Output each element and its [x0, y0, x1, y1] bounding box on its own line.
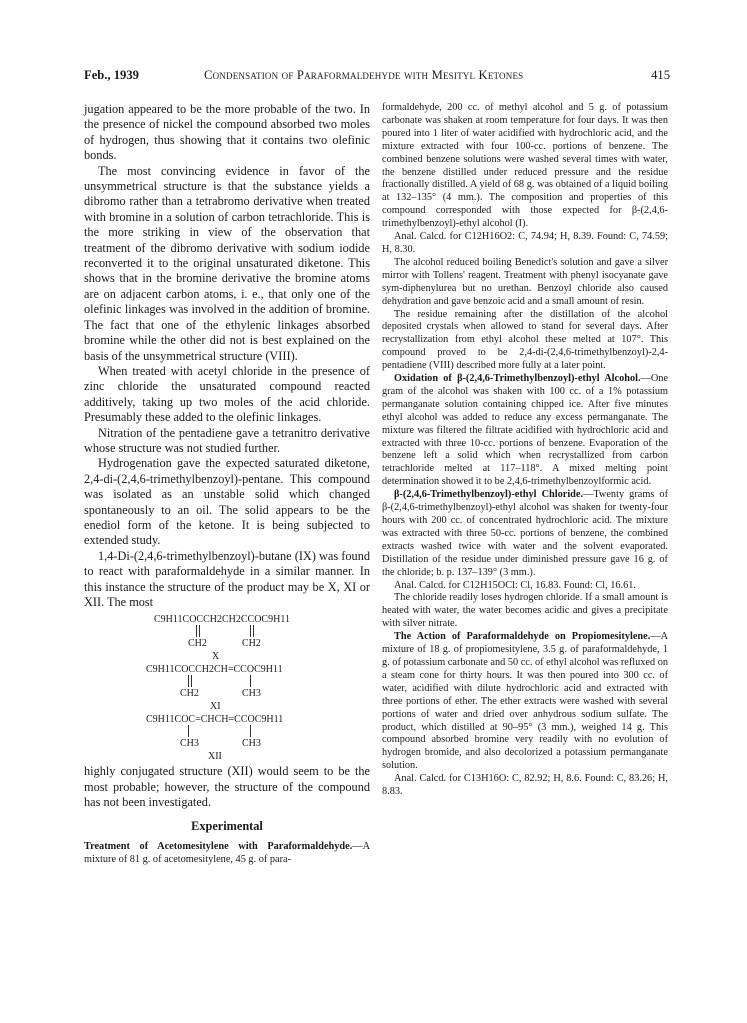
- paragraph: formaldehyde, 200 cc. of methyl alcohol and 5 g. of potassium carbonate was shaken at room temperature for four days. It was then poured into 1 liter of water acidified with hydrochloric acid, and the mixture extracted with four 100-cc. portions of benzene. The combined benzene solutions were washed several times with water, the benzene distilled under reduced pressure and the residue fractionally distilled. A yield of 68 g. was obtained of a liquid boiling at 132–135° (4 mm.). The composition and properties of this compound corresponded with those expected for β-(2,4,6-trimethylbenzoyl)-ethyl alcohol (I).: [382, 102, 668, 230]
- formula-substituent: CH3: [180, 738, 199, 750]
- paragraph: [84, 840, 370, 866]
- header-title: Condensation of Paraformaldehyde with Mesityl Ketones: [204, 68, 524, 82]
- formula-xii: [84, 714, 370, 764]
- paragraph: [382, 631, 668, 773]
- formula-substituent: CH3: [242, 688, 261, 700]
- run-in-heading: The Action of Paraformaldehyde on Propiomesitylene.: [394, 631, 651, 643]
- header-date: Feb., 1939: [84, 68, 139, 82]
- formula-line: C9H11COCCH2CH=CCOC9H11: [146, 664, 283, 676]
- paragraph: The most convincing evidence in favor of the unsymmetrical structure is that the substance yields a dibromo rather than a tetrabromo derivative when treated with bromine in a solution of carbon tetrachloride. This is the more striking in view of the observation that treatment of the dibromo derivative with sodium iodide reconverted it to the original unsaturated diketone. This shows that in the bromine derivative the bromine atoms are on adjacent carbon atoms, i. e., that only one of the olefinic linkages was involved in the addition of bromine. The fact that one of the ethylenic linkages absorbed bromine while the other did not is best explained on the basis of the unsymmetrical structure (VIII).: [84, 163, 370, 363]
- paragraph: The residue remaining after the distillation of the alcohol deposited crystals when allowed to stand for several days. After recrystallization from ethyl alcohol these melted at 107°. This compound proved to be 2,4-di-(2,4,6-trimethylbenzoyl)-2,4-pentadiene (VIII) described more fully at a later point.: [382, 308, 668, 372]
- paragraph-text: —Twenty grams of β-(2,4,6-trimethylbenzoyl)-ethyl alcohol was shaken for twenty-four hours with 200 cc. of concentrated hydrochloric acid. The mixture was extracted with three 50-cc. portions of benzene, the combined extracts washed twice with water and the solvent evaporated. Distillation of the residue under diminished pressure gave 16 g. of the chloride; b. p. 137–139° (3 mm.).: [382, 489, 669, 578]
- analysis: Anal. Calcd. for C12H15OCl: Cl, 16.83. Found: Cl, 16.61.: [394, 579, 636, 591]
- double-bond: [250, 625, 254, 637]
- formula-substituent: CH2: [242, 638, 261, 650]
- single-bond: [250, 675, 251, 687]
- paragraph-text: —A mixture of 18 g. of propiomesitylene, 3.5 g. of paraformaldehyde, 1 g. of potassium carbonate and 50 cc. of ethyl alcohol was refluxed on a steam cone for thirty hours. It was then poured into 300 cc. of water, acidified with dilute hydrochloric acid and extracted with three portions of ether. The ether extracts were washed with several portions of water and dried over anhydrous sodium sulfate. The product, which distilled at 90–95° (3 mm.), weighed 14 g. This compound absorbed bromine very readily with no evolution of hydrogen bromide, and also decolorized a potassium permanganate solution.: [382, 631, 668, 772]
- formula-line: C9H11COCCH2CH2CCOC9H11: [154, 614, 290, 626]
- formula-xi: [84, 664, 370, 714]
- paragraph: Hydrogenation gave the expected saturated diketone, 2,4-di-(2,4,6-trimethylbenzoyl)-pentane. This compound was isolated as an unstable solid which changed spontaneously to an oil. The solid appears to be the enediol form of the ketone. It is being subjected to extended study.: [84, 456, 370, 548]
- paragraph: [382, 373, 668, 489]
- single-bond: [250, 725, 251, 737]
- paragraph-text: —One gram of the alcohol was shaken with 100 cc. of a 1% potassium permanganate solution containing chipped ice. After five minutes ethyl alcohol was added to reduce any excess permanganate. The mixture was filtered the filtrate acidified with hydrochloric acid and extracted with three 10-cc. portions of benzene. Evaporation of the benzene left a solid which when recrystallized from carbon tetrachloride melted at 117–118°. A mixed melting point determination showed it to be 2,4,6-trimethylbenzoylformic acid.: [382, 373, 668, 488]
- paragraph: [382, 489, 668, 579]
- paragraph: The alcohol reduced boiling Benedict's solution and gave a silver mirror with Tollens' reagent. Treatment with phenyl isocyanate gave sym-diphenylurea but no urethan. Benzoyl chloride also caused dehydration and gave benzoic acid and a small amount of resin.: [382, 256, 668, 307]
- running-header: [84, 68, 670, 88]
- formula-line: C9H11COC=CHCH=CCOC9H11: [146, 714, 284, 726]
- formula-substituent: CH2: [180, 688, 199, 700]
- analysis: Anal. Calcd. for C12H16O2: C, 74.94; H, 8.39. Found: C, 74.59; H, 8.30.: [382, 231, 668, 255]
- paragraph: When treated with acetyl chloride in the presence of zinc chloride the unsaturated compound reacted additively, taking up two moles of the acid chloride. Presumably these added to the olefinic linkages.: [84, 363, 370, 425]
- right-column: [382, 102, 668, 799]
- formula-label: XI: [210, 701, 221, 713]
- single-bond: [188, 725, 189, 737]
- left-column: [84, 102, 370, 866]
- paragraph: 1,4-Di-(2,4,6-trimethylbenzoyl)-butane (IX) was found to react with paraformaldehyde in a similar manner. In this instance the structure of the product may be X, XI or XII. The most: [84, 548, 370, 609]
- paragraph: highly conjugated structure (XII) would seem to be the most probable; however, the structure of the compound has not been investigated.: [84, 764, 370, 810]
- run-in-heading: Oxidation of β-(2,4,6-Trimethylbenzoyl)-ethyl Alcohol.: [394, 373, 641, 385]
- paragraph: jugation appeared to be the more probable of the two. In the presence of nickel the compound absorbed two moles of hydrogen, thus showing that it contains two olefinic bonds.: [84, 102, 370, 163]
- structural-formulas: [84, 614, 370, 764]
- run-in-heading: Treatment of Acetomesitylene with Paraformaldehyde.: [84, 841, 353, 853]
- paragraph: The chloride readily loses hydrogen chloride. If a small amount is heated with water, the water becomes acidic and gives a precipitate with silver nitrate.: [382, 592, 668, 630]
- section-heading: Experimental: [191, 818, 263, 833]
- paragraph-text: —A mixture of 81 g. of acetomesitylene, 45 g. of para-: [84, 841, 370, 866]
- page-number: 415: [651, 68, 670, 82]
- formula-label: X: [212, 651, 220, 663]
- double-bond: [196, 625, 200, 637]
- formula-substituent: CH3: [242, 738, 261, 750]
- run-in-heading: β-(2,4,6-Trimethylbenzoyl)-ethyl Chloride.: [394, 489, 584, 501]
- paragraph: Nitration of the pentadiene gave a tetranitro derivative whose structure was not studied further.: [84, 425, 370, 455]
- analysis: Anal. Calcd. for C13H16O: C, 82.92; H, 8.6. Found: C, 83.26; H, 8.83.: [382, 773, 668, 798]
- formula-substituent: CH2: [188, 638, 207, 650]
- formula-x: [84, 614, 370, 664]
- formula-label: XII: [208, 751, 222, 763]
- double-bond: [188, 675, 192, 687]
